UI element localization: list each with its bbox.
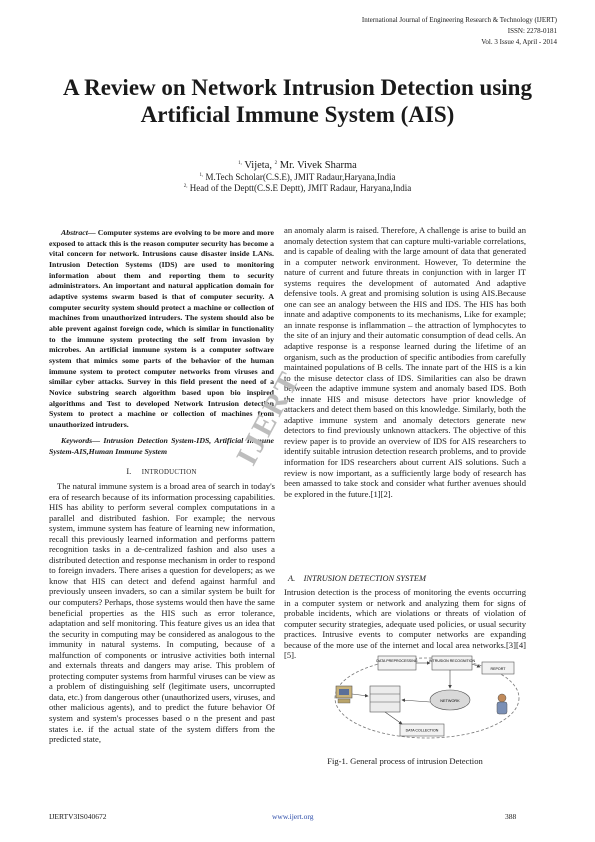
paper-title (40, 74, 555, 128)
subsection-heading-ids (288, 574, 518, 583)
journal-link[interactable]: www.ijert.org (272, 812, 314, 821)
box3-label: REPORT (490, 667, 506, 671)
intro-paragraph-right: an anomaly alarm is raised. Therefore, A challenge is arise to build an anomaly detection system that can capture multi-variable correlations, and is capable of dealing with the large amount of data that generated in a computer network environment. However, To determine the nature of current and future threats in conjunction with in larger IT systems requires the development of automated And adaptive defensive tools. A great and promising solution is using AIS.Because one can see an analogy between the HIS and IDS. The HIS has both innate and adaptive components to its mechanisms, Like for example; an innate response is inflammation – the attraction of lymphocytes to the site of an injury and their automatic consumption of dead cells. An adaptive response is a response learned during the lifetime of an organism, such as the production of specific antibodies from carefully maintained populations of B cells. The innate part of the HIS is a kin to the misuse detector class of IDS. Similarities can also be drawn between the adaptive immune system and anomaly based IDS. Both the innate HIS and misuse detectors have prior knowledge of attackers and detect them based on this knowledge. Similarly, both the adaptive immune system and anomaly detectors generate new detectors to find previously unknown attackers. The objective of this review paper is to provide an overview of IDS for AIS researchers to identify suitable intrusion detection research problems, and to provide information for IDS researchers about current AIS solutions. Such a review is now important, as a sufficiently large body of research has been amassed to take stock and consider what further avenues should be explored in the future.[1][2]. (284, 225, 526, 499)
issn: ISSN: 2278-0181 (507, 27, 557, 35)
journal-name: International Journal of Engineering Research & Technology (IJERT) (361, 16, 557, 24)
user-icon (498, 694, 506, 702)
affiliation-1-text: M.Tech Scholar(C.S.E), JMIT Radaur,Haryana,India (205, 172, 396, 182)
figure-caption: Fig-1. General process of intrusion Detection (327, 756, 483, 766)
author-2: Mr. Vivek Sharma (279, 160, 357, 171)
box1-label: DATA PREPROCESSING (376, 659, 418, 663)
affiliation-2 (100, 183, 495, 194)
subsection-label: A. (288, 574, 296, 583)
affiliation-1 (100, 172, 495, 183)
paper-id: IJERTV3IS040672 (49, 812, 107, 821)
affiliation-2-text: Head of the Deptt(C.S.E Deptt), JMIT Radaur, Haryana,India (189, 183, 412, 193)
watermark-text: IJERT (230, 364, 308, 471)
section-title: INTRODUCTION (141, 469, 197, 476)
title-line-1: A Review on Network Intrusion Detection using (63, 75, 532, 100)
subsection-title: INTRUSION DETECTION SYSTEM (303, 574, 426, 583)
aff1-sup: 1, (199, 173, 204, 178)
abstract-text: Computer systems are evolving to be more and more exposed to attack this is the reason computer security has become a vital concern for network. Intrusions cause disaster inside LANs. Intrusion Detection Systems (IDS) are used to monitoring information about them and reporting them to security administrators. An important and natural application domain for adaptive systems swarm based is that of computer security. A computer security system should protect a machine or collection of machines from unauthorized intruders. The system should also be able prevent against foreign code, which is similar in functionality to the immune system protecting the self from invasion by microbes. An artificial immune system is a computer software system that mimics some parts of the behavior of the human immune system to protect computer networks from viruses and similar cyber attacks. Survey in this field present the need of a Novice substring search algorithm based upon bio inspired algorithms and Test to developed Network Intrusion detection System to protect a machine or collection of machines from unauthorized intruders. (49, 228, 274, 429)
aff2-sup: 2, (183, 184, 188, 189)
keywords-text: Intrusion Detection System-IDS, Artificial Immune System-AIS,Human Immune System (49, 436, 275, 456)
ids-paragraph: Intrusion detection is the process of monitoring the events occurring in a computer system or network and analyzing them for signs of probable incidents, which are violations or threats of violation of computer security strategies, adequate used policies, or usual security practices. Intrusive events to computer networks are expanding because of the more use of the internet and local area networks.[3][4][5]. (284, 587, 526, 661)
box2-label: INTRUSION RECOGNITION (428, 659, 476, 663)
data-store-icon (370, 686, 400, 712)
intro-paragraph-left: The natural immune system is a broad area of search in today's era of research because of its information processing capabilities. HIS has ability to perform several complex computations in a parallel and distributed fashion. For example; the nervous system, immune system has feature of learning new information, recall this previously learned information and performs pattern recognition tasks in a de-centralized fashion and also uses a distributed detection and response mechanism in order to respond to foreign invaders. There arises a question for developers; as we know that HIS can detect and defend against harmful and previously unseen invaders, so can a similar system be built for our computers? Perhaps, those systems would then have the same beneficial properties as the HIS such as error tolerance, adaptation and self monitoring. This feature gives us an idea that the security in computing may be considered as analogous to the immunity in natural systems. In computing, because of a malfunction of components or intrusive activities both internal and externals threats and dangers may arise. This problem of protecting computer systems from harmful viruses can be view as a problem of distinguishing self (legitimate users, uncorrupted data, etc.) from dangerous other (unauthorized users, viruses, and other malicious agents), and to predict the future behavior Of system and system's processes based o n the present and past states i.e. if the actual state of the system differs from the predicted state, (49, 481, 276, 745)
section-heading-introduction (49, 467, 274, 476)
abstract-label: Abstract— (61, 228, 96, 237)
author1-sup: 1, (238, 161, 242, 166)
volume-issue: Vol. 3 Issue 4, April - 2014 (481, 38, 557, 46)
intrusion-process-diagram (330, 652, 525, 747)
author2-sup: 2 (274, 161, 278, 166)
author-1: Vijeta, (244, 160, 273, 171)
section-number: I. (126, 467, 132, 476)
introduction-left-column (49, 481, 275, 745)
keywords-label: Keywords— (61, 436, 100, 445)
page-number: 388 (505, 812, 517, 821)
author-names (100, 160, 495, 172)
introduction-right-column (284, 225, 526, 499)
box4-label: NETWORK (440, 699, 460, 703)
author-block (100, 160, 495, 194)
figure-intrusion-process (330, 652, 525, 747)
ids-section-text (284, 587, 526, 661)
abstract (49, 228, 274, 430)
title-line-2: Artificial Immune System (AIS) (140, 102, 455, 127)
box5-label: DATA COLLECTION (405, 728, 439, 733)
journal-header (362, 15, 557, 48)
